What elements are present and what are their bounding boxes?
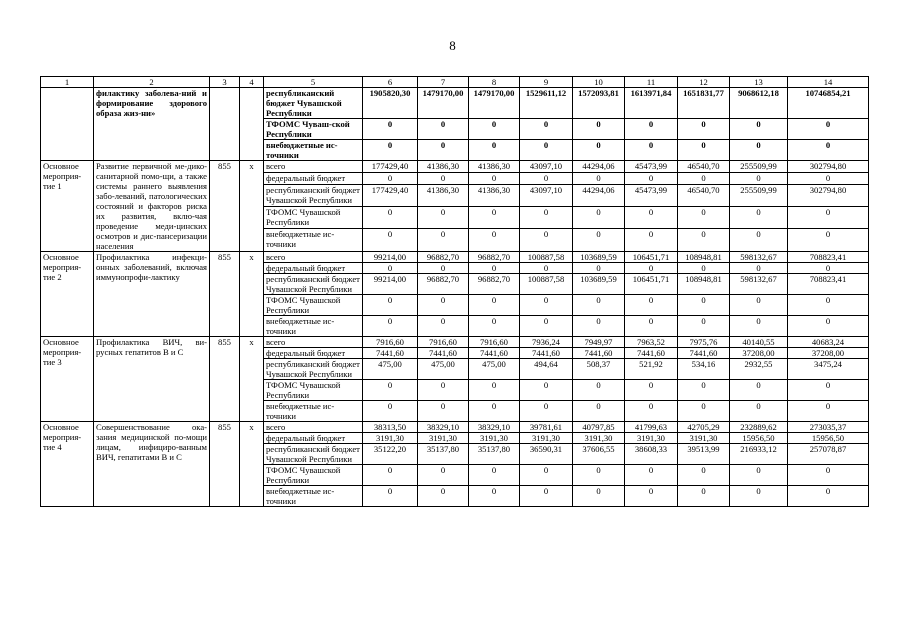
amount-cell: 0 xyxy=(625,172,678,184)
measure-label: Основное мероприя-тие 4 xyxy=(41,422,94,507)
amount-cell: 255509,99 xyxy=(730,184,788,206)
amount-cell: 0 xyxy=(520,229,573,252)
table-row xyxy=(41,88,869,119)
table-body xyxy=(41,77,869,507)
amount-cell: 0 xyxy=(469,380,520,401)
amount-cell: 0 xyxy=(520,316,573,337)
column-number: 7 xyxy=(418,77,469,88)
amount-cell: 0 xyxy=(418,401,469,422)
amount-cell: 0 xyxy=(730,172,788,184)
amount-cell: 0 xyxy=(625,207,678,229)
amount-cell: 0 xyxy=(678,207,730,229)
amount-cell: 0 xyxy=(573,229,625,252)
amount-cell: 38329,10 xyxy=(418,422,469,433)
funding-source: федеральный бюджет xyxy=(264,348,363,359)
amount-cell: 0 xyxy=(363,140,418,161)
amount-cell: 0 xyxy=(678,465,730,486)
amount-cell: 41799,63 xyxy=(625,422,678,433)
header-row xyxy=(41,77,869,88)
amount-cell: 0 xyxy=(788,316,869,337)
amount-cell: 0 xyxy=(418,380,469,401)
amount-cell: 35137,80 xyxy=(418,444,469,465)
amount-cell: 41386,30 xyxy=(469,184,520,206)
code-cell: 855 xyxy=(210,252,240,337)
amount-cell: 0 xyxy=(678,229,730,252)
column-number: 10 xyxy=(573,77,625,88)
column-number: 1 xyxy=(41,77,94,88)
amount-cell: 46540,70 xyxy=(678,184,730,206)
table-row xyxy=(41,252,869,263)
amount-cell: 0 xyxy=(625,316,678,337)
amount-cell: 0 xyxy=(788,207,869,229)
amount-cell: 302794,80 xyxy=(788,184,869,206)
measure-label: Основное мероприя-тие 2 xyxy=(41,252,94,337)
amount-cell: 1651831,77 xyxy=(678,88,730,119)
amount-cell: 0 xyxy=(573,172,625,184)
amount-cell: 302794,80 xyxy=(788,161,869,173)
amount-cell: 0 xyxy=(625,486,678,507)
amount-cell: 45473,99 xyxy=(625,161,678,173)
amount-cell: 0 xyxy=(363,207,418,229)
amount-cell: 0 xyxy=(625,295,678,316)
amount-cell: 0 xyxy=(520,172,573,184)
column-number: 6 xyxy=(363,77,418,88)
amount-cell: 0 xyxy=(573,401,625,422)
funding-source: внебюджетные ис-точники xyxy=(264,229,363,252)
measure-name: Профилактика инфекци-онных заболеваний, включая иммунопрофи-лактику xyxy=(94,252,210,337)
amount-cell: 0 xyxy=(678,140,730,161)
amount-cell: 0 xyxy=(573,486,625,507)
measure-name: Развитие первичной ме-дико-санитарной помо-щи, а также системы раннего выявления забо-леваний, патологических состояний и факторов риска их развития, вклю-чая проведение меди-цинских осмотров и дис-пансеризации населения xyxy=(94,161,210,252)
amount-cell: 0 xyxy=(678,380,730,401)
amount-cell: 273035,37 xyxy=(788,422,869,433)
amount-cell: 0 xyxy=(520,207,573,229)
amount-cell: 0 xyxy=(363,465,418,486)
amount-cell: 0 xyxy=(363,401,418,422)
amount-cell: 15956,50 xyxy=(788,433,869,444)
funding-source: республиканский бюджет Чувашской Республики xyxy=(264,359,363,380)
funding-source: внебюджетные ис-точники xyxy=(264,140,363,161)
amount-cell: 108948,81 xyxy=(678,252,730,263)
amount-cell: 0 xyxy=(573,295,625,316)
amount-cell: 3191,30 xyxy=(678,433,730,444)
amount-cell: 216933,12 xyxy=(730,444,788,465)
amount-cell: 41386,30 xyxy=(469,161,520,173)
amount-cell: 35122,20 xyxy=(363,444,418,465)
funding-source: внебюджетные ис-точники xyxy=(264,316,363,337)
col4-cell xyxy=(240,88,264,161)
table-row xyxy=(41,422,869,433)
amount-cell: 0 xyxy=(418,465,469,486)
amount-cell: 0 xyxy=(573,207,625,229)
funding-source: республиканский бюджет Чувашской Республики xyxy=(264,184,363,206)
amount-cell: 0 xyxy=(520,119,573,140)
amount-cell: 40140,55 xyxy=(730,337,788,348)
amount-cell: 0 xyxy=(730,380,788,401)
amount-cell: 0 xyxy=(573,140,625,161)
measure-label: Основное мероприя-тие 1 xyxy=(41,161,94,252)
amount-cell: 0 xyxy=(469,465,520,486)
col3-cell xyxy=(210,88,240,161)
amount-cell: 0 xyxy=(788,172,869,184)
amount-cell: 45473,99 xyxy=(625,184,678,206)
amount-cell: 0 xyxy=(363,295,418,316)
amount-cell: 7916,60 xyxy=(469,337,520,348)
amount-cell: 232889,62 xyxy=(730,422,788,433)
amount-cell: 7963,52 xyxy=(625,337,678,348)
page-number: 8 xyxy=(449,38,456,53)
column-number: 4 xyxy=(240,77,264,88)
amount-cell: 7441,60 xyxy=(363,348,418,359)
funding-source: федеральный бюджет xyxy=(264,263,363,274)
amount-cell: 0 xyxy=(678,263,730,274)
column-number: 11 xyxy=(625,77,678,88)
amount-cell: 39781,61 xyxy=(520,422,573,433)
amount-cell: 96882,70 xyxy=(418,252,469,263)
amount-cell: 37208,00 xyxy=(730,348,788,359)
funding-source: федеральный бюджет xyxy=(264,433,363,444)
column-number: 13 xyxy=(730,77,788,88)
amount-cell: 0 xyxy=(469,401,520,422)
amount-cell: 0 xyxy=(730,295,788,316)
amount-cell: 108948,81 xyxy=(678,274,730,295)
amount-cell: 3191,30 xyxy=(573,433,625,444)
amount-cell: 0 xyxy=(520,401,573,422)
measure-name: Совершенствование ока-зания медицинской по-мощи лицам, инфициро-ванным ВИЧ, гепатитами В и С xyxy=(94,422,210,507)
amount-cell: 7916,60 xyxy=(363,337,418,348)
amount-cell: 534,16 xyxy=(678,359,730,380)
amount-cell: 37606,55 xyxy=(573,444,625,465)
amount-cell: 0 xyxy=(625,119,678,140)
measure-name: филактику заболева-ний и формирование здорового образа жиз-ни» xyxy=(94,88,210,161)
amount-cell: 0 xyxy=(520,140,573,161)
funding-source: всего xyxy=(264,252,363,263)
amount-cell: 0 xyxy=(678,316,730,337)
amount-cell: 0 xyxy=(363,119,418,140)
amount-cell: 257078,87 xyxy=(788,444,869,465)
amount-cell: 96882,70 xyxy=(469,252,520,263)
amount-cell: 3191,30 xyxy=(363,433,418,444)
amount-cell: 0 xyxy=(730,207,788,229)
amount-cell: 0 xyxy=(520,263,573,274)
amount-cell: 0 xyxy=(625,229,678,252)
column-number: 8 xyxy=(469,77,520,88)
amount-cell: 100887,58 xyxy=(520,252,573,263)
amount-cell: 35137,80 xyxy=(469,444,520,465)
code-cell: 855 xyxy=(210,161,240,252)
amount-cell: 0 xyxy=(730,465,788,486)
amount-cell: 99214,00 xyxy=(363,274,418,295)
amount-cell: 508,37 xyxy=(573,359,625,380)
amount-cell: 7441,60 xyxy=(469,348,520,359)
amount-cell: 0 xyxy=(363,229,418,252)
amount-cell: 475,00 xyxy=(418,359,469,380)
amount-cell: 0 xyxy=(788,486,869,507)
amount-cell: 38608,33 xyxy=(625,444,678,465)
amount-cell: 0 xyxy=(625,401,678,422)
amount-cell: 708823,41 xyxy=(788,252,869,263)
x-cell: x xyxy=(240,252,264,337)
amount-cell: 7936,24 xyxy=(520,337,573,348)
measure-label-cell xyxy=(41,88,94,161)
amount-cell: 0 xyxy=(788,465,869,486)
amount-cell: 0 xyxy=(788,380,869,401)
amount-cell: 1905820,30 xyxy=(363,88,418,119)
amount-cell: 1529611,12 xyxy=(520,88,573,119)
amount-cell: 0 xyxy=(418,207,469,229)
amount-cell: 177429,40 xyxy=(363,184,418,206)
amount-cell: 521,92 xyxy=(625,359,678,380)
amount-cell: 0 xyxy=(363,486,418,507)
table-row xyxy=(41,161,869,173)
funding-source: ТФОМС Чувашской Республики xyxy=(264,380,363,401)
amount-cell: 7916,60 xyxy=(418,337,469,348)
amount-cell: 9068612,18 xyxy=(730,88,788,119)
funding-source: ТФОМС Чувашской Республики xyxy=(264,295,363,316)
code-cell: 855 xyxy=(210,422,240,507)
amount-cell: 0 xyxy=(363,380,418,401)
amount-cell: 0 xyxy=(418,119,469,140)
amount-cell: 0 xyxy=(363,316,418,337)
amount-cell: 38313,50 xyxy=(363,422,418,433)
funding-source: всего xyxy=(264,161,363,173)
amount-cell: 0 xyxy=(678,119,730,140)
amount-cell: 7441,60 xyxy=(625,348,678,359)
amount-cell: 0 xyxy=(788,229,869,252)
amount-cell: 96882,70 xyxy=(469,274,520,295)
code-cell: 855 xyxy=(210,337,240,422)
financing-table xyxy=(40,76,869,507)
amount-cell: 0 xyxy=(625,380,678,401)
table-row xyxy=(41,337,869,348)
funding-source: всего xyxy=(264,422,363,433)
amount-cell: 0 xyxy=(730,229,788,252)
amount-cell: 41386,30 xyxy=(418,161,469,173)
amount-cell: 1572093,81 xyxy=(573,88,625,119)
amount-cell: 42705,29 xyxy=(678,422,730,433)
amount-cell: 44294,06 xyxy=(573,184,625,206)
amount-cell: 43097,10 xyxy=(520,184,573,206)
amount-cell: 0 xyxy=(418,295,469,316)
funding-source: республиканский бюджет Чувашской Республики xyxy=(264,88,363,119)
amount-cell: 0 xyxy=(363,172,418,184)
amount-cell: 0 xyxy=(520,380,573,401)
amount-cell: 7441,60 xyxy=(418,348,469,359)
funding-source: федеральный бюджет xyxy=(264,172,363,184)
amount-cell: 0 xyxy=(788,140,869,161)
amount-cell: 0 xyxy=(678,401,730,422)
amount-cell: 0 xyxy=(678,486,730,507)
amount-cell: 0 xyxy=(730,486,788,507)
amount-cell: 475,00 xyxy=(363,359,418,380)
amount-cell: 0 xyxy=(418,263,469,274)
funding-source: ТФОМС Чувашской Республики xyxy=(264,465,363,486)
amount-cell: 0 xyxy=(788,401,869,422)
column-number: 2 xyxy=(94,77,210,88)
amount-cell: 36590,31 xyxy=(520,444,573,465)
amount-cell: 0 xyxy=(520,295,573,316)
amount-cell: 3191,30 xyxy=(418,433,469,444)
amount-cell: 0 xyxy=(418,140,469,161)
amount-cell: 40797,85 xyxy=(573,422,625,433)
amount-cell: 0 xyxy=(730,140,788,161)
amount-cell: 598132,67 xyxy=(730,252,788,263)
amount-cell: 0 xyxy=(730,316,788,337)
column-number: 12 xyxy=(678,77,730,88)
amount-cell: 0 xyxy=(469,295,520,316)
amount-cell: 44294,06 xyxy=(573,161,625,173)
amount-cell: 0 xyxy=(418,229,469,252)
amount-cell: 10746854,21 xyxy=(788,88,869,119)
amount-cell: 100887,58 xyxy=(520,274,573,295)
amount-cell: 103689,59 xyxy=(573,252,625,263)
amount-cell: 3191,30 xyxy=(520,433,573,444)
amount-cell: 3475,24 xyxy=(788,359,869,380)
funding-source: ТФОМС Чувашской Республики xyxy=(264,207,363,229)
amount-cell: 106451,71 xyxy=(625,274,678,295)
amount-cell: 40683,24 xyxy=(788,337,869,348)
amount-cell: 0 xyxy=(418,486,469,507)
amount-cell: 15956,50 xyxy=(730,433,788,444)
column-number: 14 xyxy=(788,77,869,88)
amount-cell: 37208,00 xyxy=(788,348,869,359)
amount-cell: 0 xyxy=(625,140,678,161)
amount-cell: 1479170,00 xyxy=(418,88,469,119)
amount-cell: 0 xyxy=(469,486,520,507)
amount-cell: 0 xyxy=(469,263,520,274)
amount-cell: 7441,60 xyxy=(573,348,625,359)
amount-cell: 7949,97 xyxy=(573,337,625,348)
amount-cell: 46540,70 xyxy=(678,161,730,173)
amount-cell: 475,00 xyxy=(469,359,520,380)
funding-source: всего xyxy=(264,337,363,348)
amount-cell: 177429,40 xyxy=(363,161,418,173)
amount-cell: 0 xyxy=(788,119,869,140)
amount-cell: 0 xyxy=(363,263,418,274)
amount-cell: 2932,55 xyxy=(730,359,788,380)
amount-cell: 0 xyxy=(469,229,520,252)
amount-cell: 0 xyxy=(469,207,520,229)
funding-source: внебюджетные ис-точники xyxy=(264,486,363,507)
measure-label: Основное мероприя-тие 3 xyxy=(41,337,94,422)
amount-cell: 0 xyxy=(418,316,469,337)
amount-cell: 103689,59 xyxy=(573,274,625,295)
amount-cell: 41386,30 xyxy=(418,184,469,206)
measure-name: Профилактика ВИЧ, ви-русных гепатитов В и С xyxy=(94,337,210,422)
amount-cell: 0 xyxy=(469,172,520,184)
amount-cell: 0 xyxy=(573,119,625,140)
amount-cell: 598132,67 xyxy=(730,274,788,295)
amount-cell: 0 xyxy=(678,172,730,184)
amount-cell: 0 xyxy=(520,465,573,486)
amount-cell: 7441,60 xyxy=(520,348,573,359)
amount-cell: 255509,99 xyxy=(730,161,788,173)
amount-cell: 39513,99 xyxy=(678,444,730,465)
amount-cell: 106451,71 xyxy=(625,252,678,263)
amount-cell: 0 xyxy=(520,486,573,507)
amount-cell: 0 xyxy=(730,119,788,140)
amount-cell: 96882,70 xyxy=(418,274,469,295)
x-cell: x xyxy=(240,161,264,252)
amount-cell: 1479170,00 xyxy=(469,88,520,119)
amount-cell: 1613971,84 xyxy=(625,88,678,119)
amount-cell: 7975,76 xyxy=(678,337,730,348)
amount-cell: 0 xyxy=(625,465,678,486)
amount-cell: 0 xyxy=(678,295,730,316)
amount-cell: 99214,00 xyxy=(363,252,418,263)
column-number: 9 xyxy=(520,77,573,88)
x-cell: x xyxy=(240,337,264,422)
amount-cell: 0 xyxy=(418,172,469,184)
amount-cell: 0 xyxy=(730,401,788,422)
amount-cell: 0 xyxy=(573,380,625,401)
amount-cell: 0 xyxy=(469,119,520,140)
amount-cell: 0 xyxy=(625,263,678,274)
column-number: 5 xyxy=(264,77,363,88)
amount-cell: 0 xyxy=(573,465,625,486)
amount-cell: 0 xyxy=(469,140,520,161)
x-cell: x xyxy=(240,422,264,507)
amount-cell: 3191,30 xyxy=(469,433,520,444)
amount-cell: 7441,60 xyxy=(678,348,730,359)
amount-cell: 3191,30 xyxy=(625,433,678,444)
funding-source: республиканский бюджет Чувашской Республики xyxy=(264,274,363,295)
funding-source: ТФОМС Чуваш-ской Республики xyxy=(264,119,363,140)
amount-cell: 708823,41 xyxy=(788,274,869,295)
funding-source: республиканский бюджет Чувашской Республики xyxy=(264,444,363,465)
amount-cell: 494,64 xyxy=(520,359,573,380)
amount-cell: 38329,10 xyxy=(469,422,520,433)
amount-cell: 0 xyxy=(469,316,520,337)
amount-cell: 0 xyxy=(730,263,788,274)
amount-cell: 0 xyxy=(788,295,869,316)
amount-cell: 0 xyxy=(573,316,625,337)
funding-source: внебюджетные ис-точники xyxy=(264,401,363,422)
amount-cell: 0 xyxy=(788,263,869,274)
amount-cell: 0 xyxy=(573,263,625,274)
amount-cell: 43097,10 xyxy=(520,161,573,173)
column-number: 3 xyxy=(210,77,240,88)
